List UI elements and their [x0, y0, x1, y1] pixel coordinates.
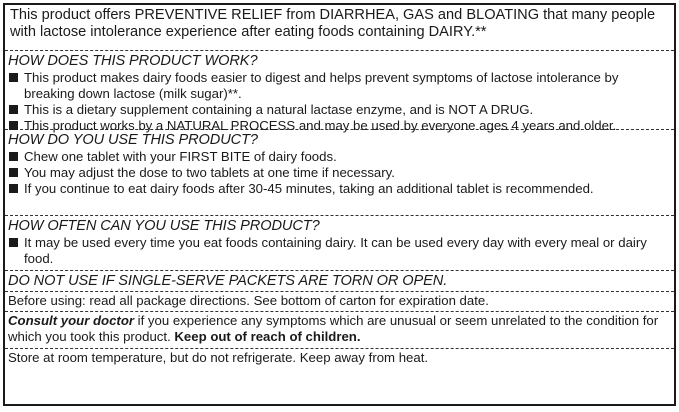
list-item-text: This is a dietary supplement containing a natural lactase enzyme, and is NOT A DRUG. — [24, 102, 534, 117]
list-item-text: This product makes dairy foods easier to digest and helps prevent symptoms of lactose intolerance by breaking down lactose (milk sugar)**. — [24, 70, 619, 101]
list-item-text: You may adjust the dose to two tablets at one time if necessary. — [24, 165, 395, 180]
intro-statement: This product offers PREVENTIVE RELIEF from DIARRHEA, GAS and BLOATING that many people with lactose intolerance experience after eating foods containing DAIRY.** — [10, 7, 656, 40]
square-bullet-icon — [9, 105, 18, 114]
storage-note: Store at room temperature, but do not refrigerate. Keep away from heat. — [5, 348, 674, 368]
section-how-often — [5, 215, 674, 270]
list-item-text: It may be used every time you eat foods containing dairy. It can be used every day with every meal or dairy food. — [24, 235, 647, 266]
list-item — [8, 235, 674, 267]
consult-lead: Consult your doctor — [8, 313, 135, 328]
list-item — [8, 149, 674, 165]
square-bullet-icon — [9, 152, 18, 161]
section-heading: HOW OFTEN CAN YOU USE THIS PRODUCT? — [8, 218, 320, 234]
list-item — [8, 181, 674, 197]
section-how-to-use — [5, 129, 674, 215]
list-item — [8, 70, 674, 102]
before-using-note: Before using: read all package directions. See bottom of carton for expiration date. — [5, 291, 674, 311]
section-heading: HOW DOES THIS PRODUCT WORK? — [8, 53, 258, 69]
list-item — [8, 165, 674, 181]
consult-doctor-note — [5, 311, 674, 348]
section-how-it-works — [5, 50, 674, 133]
list-item-text: This product works by a NATURAL PROCESS and may be used by everyone ages 4 years and older. — [24, 118, 617, 133]
list-item-text: Chew one tablet with your FIRST BITE of dairy foods. — [24, 149, 337, 164]
list-item-text: If you continue to eat dairy foods after 30-45 minutes, taking an additional tablet is recommended. — [24, 181, 594, 196]
consult-body: if you experience any symptoms which are unusual or seem unrelated to the condition for which you took this product. — [8, 313, 659, 344]
section-heading: HOW DO YOU USE THIS PRODUCT? — [8, 132, 258, 148]
list-item — [8, 102, 674, 118]
square-bullet-icon — [9, 184, 18, 193]
square-bullet-icon — [9, 168, 18, 177]
packet-warning: DO NOT USE IF SINGLE-SERVE PACKETS ARE TORN OR OPEN. — [5, 270, 674, 291]
keep-away-children: Keep out of reach of children. — [174, 329, 361, 344]
square-bullet-icon — [9, 73, 18, 82]
square-bullet-icon — [9, 121, 18, 130]
square-bullet-icon — [9, 238, 18, 247]
product-label-panel — [3, 3, 676, 406]
